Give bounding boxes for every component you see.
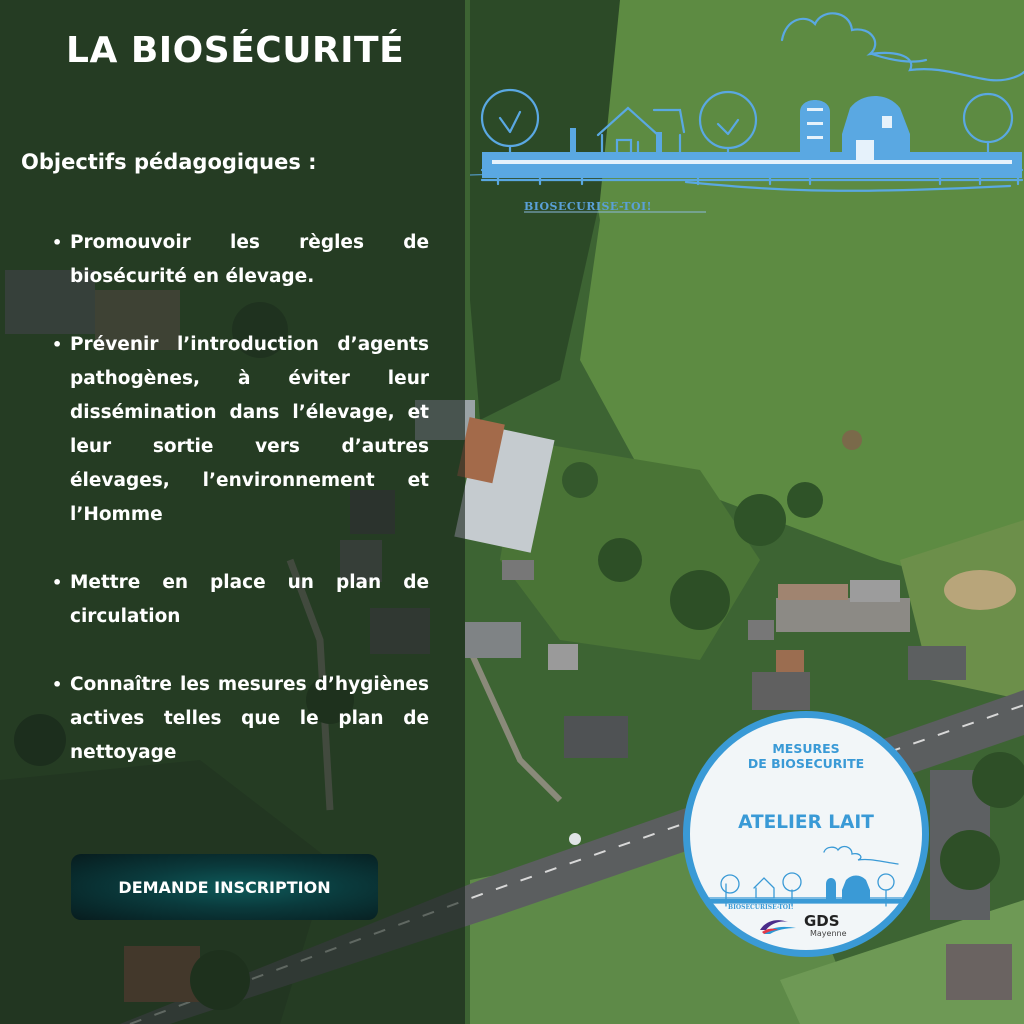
badge-brand: BIOSECURISE-TOI! (728, 904, 794, 911)
list-item: • Prévenir l’introduction d’agents pathogènes, à éviter leur dissémination dans l’élevage, et leur sortie vers d’autres élevages, l’environnement et l’Homme (52, 328, 429, 532)
farm-illustration-icon (470, 0, 1024, 230)
badge-line-1: MESURES (772, 741, 840, 756)
list-item: • Connaître les mesures d’hygiènes actives telles que le plan de nettoyage (52, 668, 429, 770)
gds-logo-icon (758, 916, 798, 936)
list-item: • Promouvoir les règles de biosécurité en élevage. (52, 226, 429, 294)
badge-subtitle (690, 741, 922, 771)
badge-title: ATELIER LAIT (738, 812, 874, 833)
objectives-list (52, 226, 429, 804)
registration-request-button[interactable]: DEMANDE INSCRIPTION (71, 854, 378, 920)
org-name: GDS (804, 912, 840, 930)
badge-farm-icon (708, 844, 908, 910)
page-title: LA BIOSÉCURITÉ (66, 30, 405, 71)
brand-slogan: BIOSECURISE-TOI! (524, 200, 653, 213)
org-region: Mayenne (810, 929, 847, 938)
program-badge (683, 711, 929, 957)
list-item: • Mettre en place un plan de circulation (52, 566, 429, 634)
badge-line-2: DE BIOSECURITE (747, 756, 865, 771)
objectives-heading: Objectifs pédagogiques : (21, 150, 317, 174)
